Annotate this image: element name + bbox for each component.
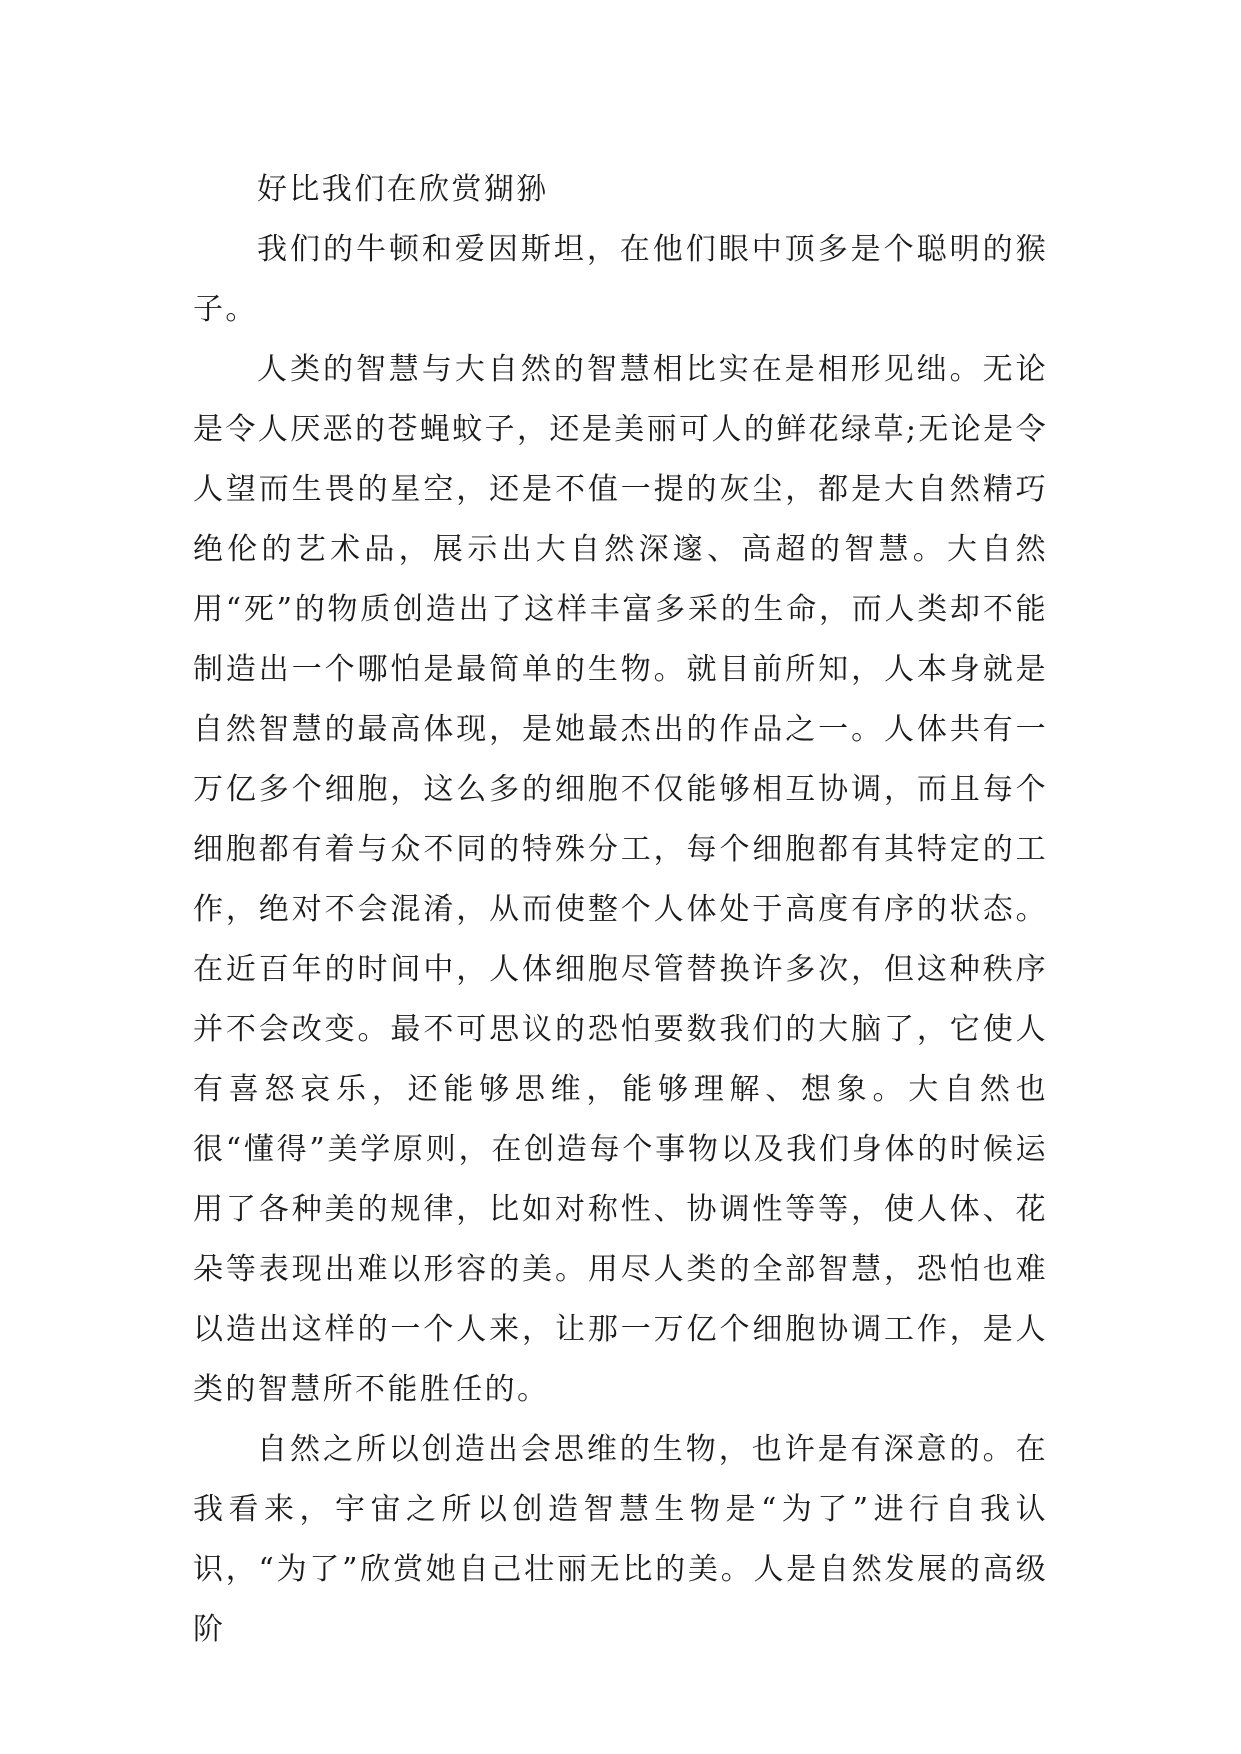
paragraph: 自然之所以创造出会思维的生物，也许是有深意的。在我看来，宇宙之所以创造智慧生物是“为了”进行自我认识，“为了”欣赏她自己壮丽无比的美。人是自然发展的高级阶 xyxy=(193,1432,1048,1647)
paragraph: 好比我们在欣赏猢狲 xyxy=(257,172,549,207)
document-body xyxy=(193,160,1048,1660)
paragraph: 人类的智慧与大自然的智慧相比实在是相形见绌。无论是令人厌恶的苍蝇蚊子，还是美丽可人的鲜花绿草;无论是令人望而生畏的星空，还是不值一提的灰尘，都是大自然精巧绝伦的艺术品，展示出大自然深邃、高超的智慧。大自然用“死”的物质创造出了这样丰富多采的生命，而人类却不能制造出一个哪怕是最简单的生物。就目前所知，人本身就是自然智慧的最高体现，是她最杰出的作品之一。人体共有一万亿多个细胞，这么多的细胞不仅能够相互协调，而且每个细胞都有着与众不同的特殊分工，每个细胞都有其特定的工作，绝对不会混淆，从而使整个人体处于高度有序的状态。在近百年的时间中，人体细胞尽管替换许多次，但这种秩序并不会改变。最不可思议的恐怕要数我们的大脑了，它使人有喜怒哀乐，还能够思维，能够理解、想象。大自然也很“懂得”美学原则，在创造每个事物以及我们身体的时候运用了各种美的规律，比如对称性、协调性等等，使人体、花朵等表现出难以形容的美。用尽人类的全部智慧，恐怕也难以造出这样的一个人来，让那一万亿个细胞协调工作，是人类的智慧所不能胜任的。 xyxy=(193,352,1048,1407)
paragraph: 我们的牛顿和爱因斯坦，在他们眼中顶多是个聪明的猴子。 xyxy=(193,232,1048,327)
